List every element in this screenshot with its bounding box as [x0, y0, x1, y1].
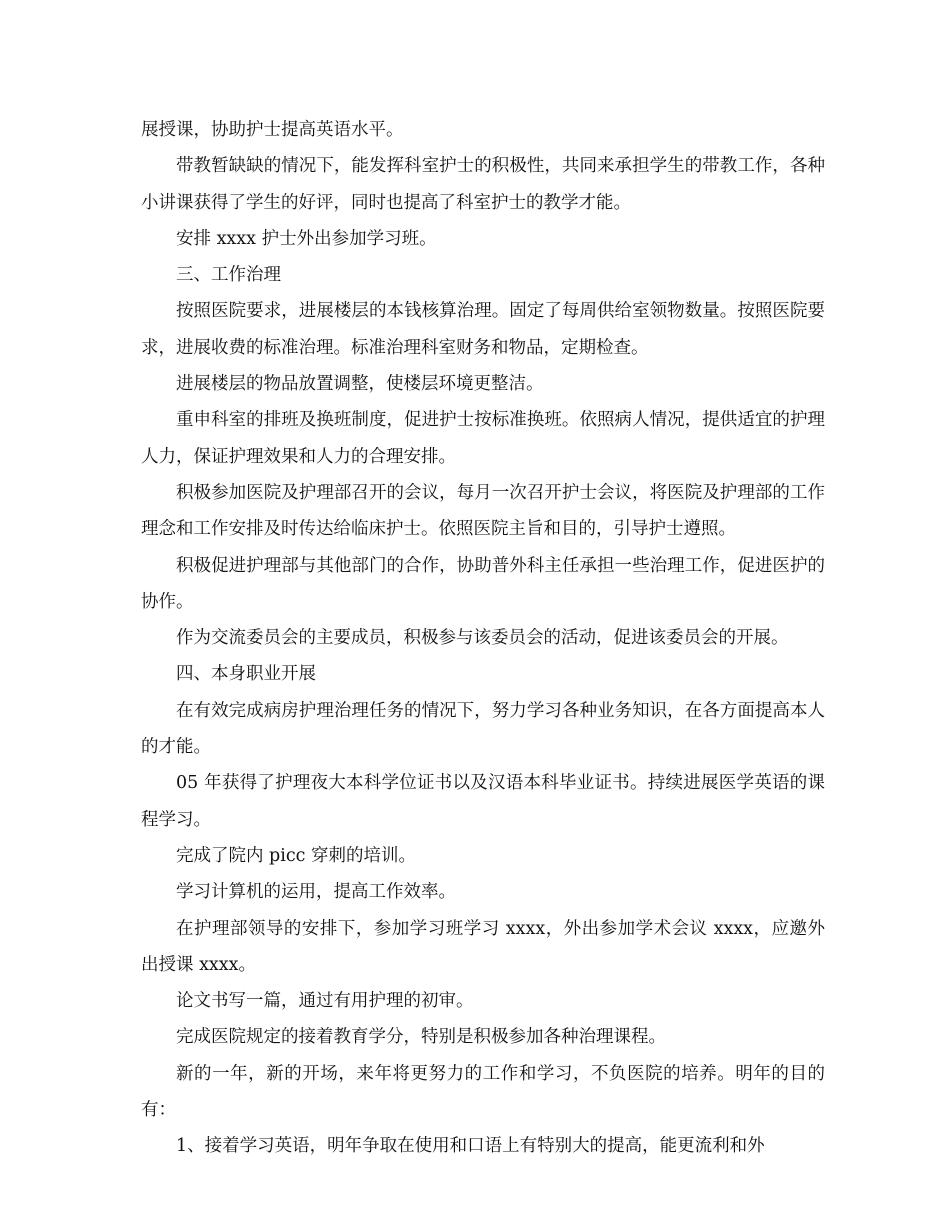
paragraph: 在护理部领导的安排下，参加学习班学习 xxxx，外出参加学术会议 xxxx，应邀外出授课 xxxx。 [141, 918, 825, 975]
section-heading: 三、工作治理 [176, 265, 281, 286]
paragraph: 05 年获得了护理夜大本科学位证书以及汉语本科毕业证书。持续进展医学英语的课程学习。 [141, 773, 825, 830]
paragraph: 完成医院规定的接着教育学分，特别是积极参加各种治理课程。 [176, 1027, 666, 1048]
paragraph: 论文书写一篇，通过有用护理的初审。 [176, 991, 474, 1012]
paragraph: 进展楼层的物品放置调整，使楼层环境更整洁。 [176, 374, 544, 395]
paragraph: 1、接着学习英语，明年争取在使用和口语上有特别大的提高，能更流利和外 [176, 1136, 765, 1157]
paragraph: 按照医院要求，进展楼层的本钱核算治理。固定了每周供给室领物数量。按照医院要求，进展收费的标准治理。标准治理科室财务和物品，定期检查。 [141, 301, 825, 358]
paragraph: 展授课，协助护士提高英语水平。 [141, 120, 404, 140]
paragraph: 积极参加医院及护理部召开的会议，每月一次召开护士会议，将医院及护理部的工作理念和工作安排及时传达给临床护士。依照医院主旨和目的，引导护士遵照。 [141, 482, 825, 540]
paragraph: 带教暂缺缺的情况下，能发挥科室护士的积极性，共同来承担学生的带教工作，各种小讲课获得了学生的好评，同时也提高了科室护士的教学才能。 [141, 156, 825, 213]
paragraph: 在有效完成病房护理治理任务的情况下，努力学习各种业务知识，在各方面提高本人的才能。 [141, 700, 825, 758]
document-body [141, 112, 825, 1165]
paragraph: 完成了院内 picc 穿刺的培训。 [176, 845, 417, 866]
paragraph: 作为交流委员会的主要成员，积极参与该委员会的活动，促进该委员会的开展。 [176, 628, 789, 649]
paragraph: 新的一年，新的开场，来年将更努力的工作和学习，不负医院的培养。明年的目的有： [141, 1063, 825, 1121]
paragraph: 重申科室的排班及换班制度，促进护士按标准换班。依照病人情况，提供适宜的护理人力，保证护理效果和人力的合理安排。 [141, 410, 825, 467]
paragraph: 安排 xxxx 护士外出参加学习班。 [176, 228, 437, 249]
section-heading: 四、本身职业开展 [176, 664, 316, 685]
paragraph: 积极促进护理部与其他部门的合作，协助普外科主任承担一些治理工作，促进医护的协作。 [141, 555, 825, 612]
paragraph: 学习计算机的运用，提高工作效率。 [176, 882, 456, 903]
